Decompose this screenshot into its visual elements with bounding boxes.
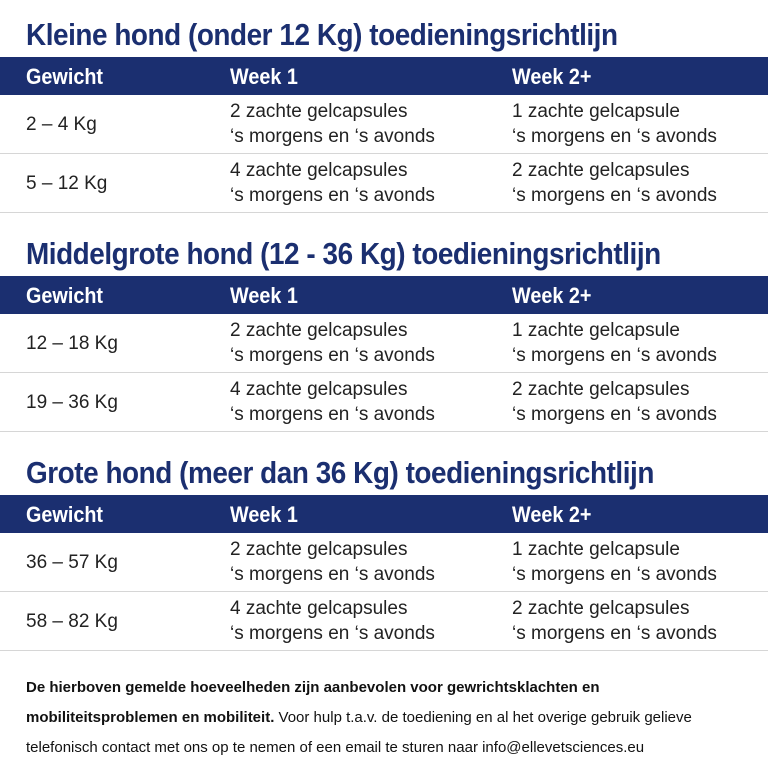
week1-cell — [230, 158, 435, 208]
header-week2: Week 2+ — [512, 502, 592, 527]
weight-cell: 12 – 18 Kg — [26, 333, 118, 354]
week2-timing: ‘s morgens en ‘s avonds — [512, 404, 717, 425]
header-week2: Week 2+ — [512, 283, 592, 308]
header-week2: Week 2+ — [512, 64, 592, 89]
week2-dose: 2 zachte gelcapsules — [512, 598, 690, 619]
footer-bold-line2: mobiliteitsproblemen en mobiliteit. — [26, 709, 275, 726]
week2-timing: ‘s morgens en ‘s avonds — [512, 126, 717, 147]
week2-cell — [512, 318, 717, 368]
week1-timing: ‘s morgens en ‘s avonds — [230, 564, 435, 585]
weight-cell: 36 – 57 Kg — [26, 552, 118, 573]
weight-cell: 58 – 82 Kg — [26, 611, 118, 632]
week1-dose: 2 zachte gelcapsules — [230, 101, 408, 122]
week1-cell — [230, 537, 435, 587]
weight-cell: 19 – 36 Kg — [26, 392, 118, 413]
week1-timing: ‘s morgens en ‘s avonds — [230, 404, 435, 425]
week1-dose: 4 zachte gelcapsules — [230, 160, 408, 181]
table-row — [0, 95, 768, 154]
week2-timing: ‘s morgens en ‘s avonds — [512, 623, 717, 644]
footer-text-line3: telefonisch contact met ons op te nemen of een email te sturen naar info@ellevetsciences.eu — [26, 739, 645, 756]
week1-dose: 2 zachte gelcapsules — [230, 320, 408, 341]
header-week1: Week 1 — [230, 283, 298, 308]
week2-timing: ‘s morgens en ‘s avonds — [512, 185, 717, 206]
week2-dose: 2 zachte gelcapsules — [512, 379, 690, 400]
week2-dose: 1 zachte gelcapsule — [512, 101, 680, 122]
week1-cell — [230, 318, 435, 368]
header-week1: Week 1 — [230, 64, 298, 89]
table-header — [0, 57, 768, 95]
week1-timing: ‘s morgens en ‘s avonds — [230, 623, 435, 644]
table-header — [0, 276, 768, 314]
week2-timing: ‘s morgens en ‘s avonds — [512, 345, 717, 366]
section-title: Kleine hond (onder 12 Kg) toedieningsrichtlijn — [26, 17, 618, 52]
week2-dose: 1 zachte gelcapsule — [512, 320, 680, 341]
week2-cell — [512, 158, 717, 208]
week1-dose: 4 zachte gelcapsules — [230, 379, 408, 400]
week2-cell — [512, 377, 717, 427]
week1-dose: 4 zachte gelcapsules — [230, 598, 408, 619]
header-weight: Gewicht — [26, 64, 104, 89]
week1-cell — [230, 377, 435, 427]
table-row — [0, 154, 768, 213]
weight-cell: 5 – 12 Kg — [26, 173, 108, 194]
week1-timing: ‘s morgens en ‘s avonds — [230, 185, 435, 206]
table-row — [0, 373, 768, 432]
section-title: Middelgrote hond (12 - 36 Kg) toedieningsrichtlijn — [26, 236, 661, 271]
table-row — [0, 533, 768, 592]
section-title: Grote hond (meer dan 36 Kg) toedieningsrichtlijn — [26, 455, 654, 490]
week1-cell — [230, 596, 435, 646]
weight-cell: 2 – 4 Kg — [26, 114, 97, 135]
footer-bold-line1: De hierboven gemelde hoeveelheden zijn aanbevolen voor gewrichtsklachten en — [26, 679, 600, 696]
table-header — [0, 495, 768, 533]
week2-timing: ‘s morgens en ‘s avonds — [512, 564, 717, 585]
week2-cell — [512, 596, 717, 646]
week2-cell — [512, 537, 717, 587]
week2-dose: 2 zachte gelcapsules — [512, 160, 690, 181]
table-row — [0, 314, 768, 373]
footer-note — [26, 673, 746, 763]
header-weight: Gewicht — [26, 502, 104, 527]
week2-cell — [512, 99, 717, 149]
footer-text-line2: Voor hulp t.a.v. de toediening en al het overige gebruik gelieve — [274, 709, 692, 726]
week1-timing: ‘s morgens en ‘s avonds — [230, 345, 435, 366]
table-row — [0, 592, 768, 651]
week1-dose: 2 zachte gelcapsules — [230, 539, 408, 560]
header-weight: Gewicht — [26, 283, 104, 308]
week1-timing: ‘s morgens en ‘s avonds — [230, 126, 435, 147]
week2-dose: 1 zachte gelcapsule — [512, 539, 680, 560]
week1-cell — [230, 99, 435, 149]
header-week1: Week 1 — [230, 502, 298, 527]
